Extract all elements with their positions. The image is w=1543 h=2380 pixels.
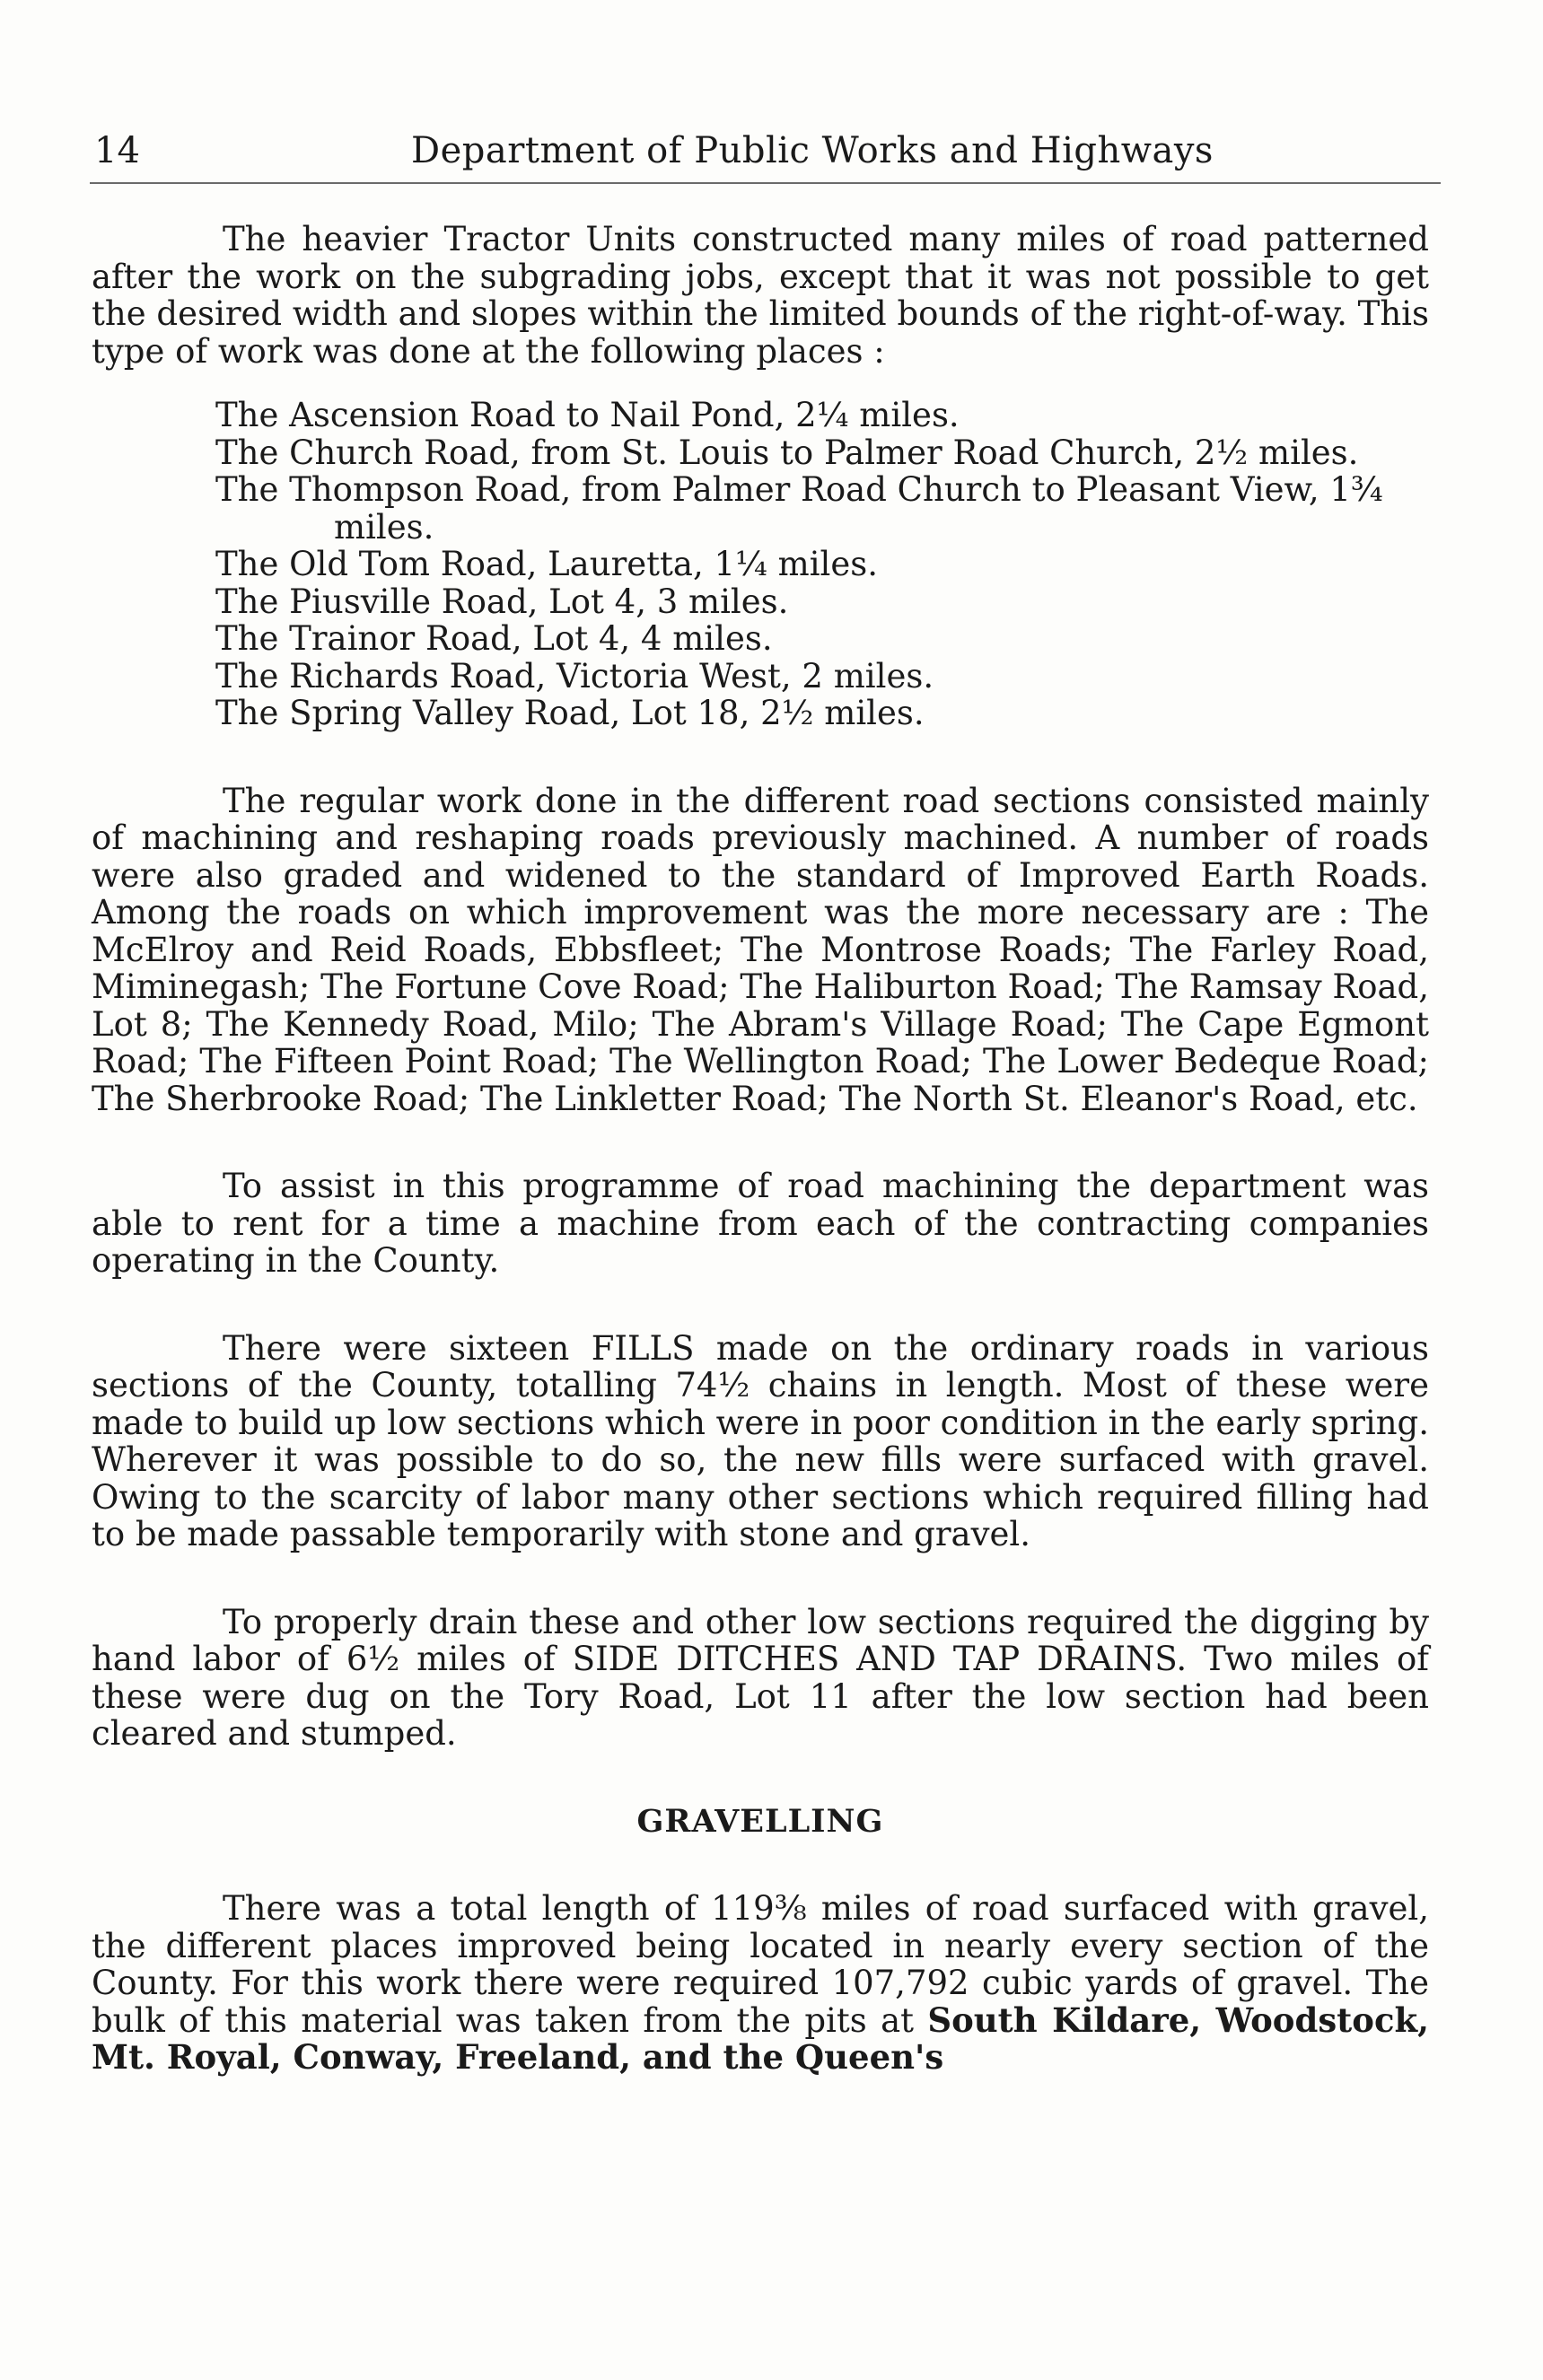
places-list bbox=[92, 397, 1429, 732]
gravelling-pit-names: South Kildare, Woodstock, Mt. Royal, Conway, Freeland, and the Queen's bbox=[92, 1999, 1429, 2077]
paragraph-machine-rental: To assist in this programme of road machining the department was able to rent for a time a machine from each of the contracting companies operating in the County. bbox=[92, 1167, 1429, 1280]
paragraph-gravelling bbox=[92, 1890, 1429, 2077]
list-item: The Ascension Road to Nail Pond, 2¼ miles. bbox=[215, 396, 960, 434]
section-heading-gravelling: GRAVELLING bbox=[636, 1802, 884, 1840]
paragraph-regular-work: The regular work done in the different road sections consisted mainly of machining and reshaping roads previously machined. A number of roads were also graded and widened to the standard of Improved Earth Roads. Among the roads on which improvement was the more necessary are : The McElroy and Reid Roads, Ebbsfleet; The Montrose Roads; The Farley Road, Miminegash; The Fortune Cove Road; The Haliburton Road; The Ramsay Road, Lot 8; The Kennedy Road, Milo; The Abram's Village Road; The Cape Egmont Road; The Fifteen Point Road; The Wellington Road; The Lower Bedeque Road; The Sherbrooke Road; The Linkletter Road; The North St. Eleanor's Road, etc. bbox=[92, 781, 1429, 1118]
list-item: The Old Tom Road, Lauretta, 1¼ miles. bbox=[215, 545, 879, 583]
page-number: 14 bbox=[94, 130, 140, 171]
page-body bbox=[92, 221, 1429, 2077]
paragraph-fills: There were sixteen FILLS made on the ordinary roads in various sections of the County, totalling 74½ chains in length. Most of these were made to build up low sections which were in poor condition in the early spring. Wherever it was possible to do so, the new fills were surfaced with gravel. Owing to the scarcity of labor many other sections which required filling had to be made passable temporarily with stone and gravel. bbox=[92, 1328, 1429, 1553]
paragraph-drains: To properly drain these and other low sections required the digging by hand labor of 6½ miles of SIDE DITCHES AND TAP DRAINS. Two miles of these were dug on the Tory Road, Lot 11 after the low section had been cleared and stumped. bbox=[92, 1602, 1429, 1753]
gravelling-text: There was a total length of 119⅜ miles of road surfaced with gravel, the different places improved being located in nearly every section of the County. For this work there were required 107,792 cubic yards of gravel. The bulk of this material was taken from the pits at bbox=[92, 1889, 1429, 2040]
list-item: The Piusville Road, Lot 4, 3 miles. bbox=[215, 582, 789, 621]
list-item: The Richards Road, Victoria West, 2 miles. bbox=[215, 656, 934, 696]
running-title: Department of Public Works and Highways bbox=[411, 130, 1214, 171]
list-item: The Trainor Road, Lot 4, 4 miles. bbox=[215, 619, 773, 658]
list-item: The Church Road, from St. Louis to Palmer Road Church, 2½ miles. bbox=[215, 433, 1359, 472]
list-item: The Spring Valley Road, Lot 18, 2½ miles. bbox=[215, 694, 925, 732]
list-item: The Thompson Road, from Palmer Road Church to Pleasant View, 1¾ miles. bbox=[215, 470, 1383, 547]
paragraph-tractor-units: The heavier Tractor Units constructed many miles of road patterned after the work on the subgrading jobs, except that it was not possible to get the desired width and slopes within the limited bounds of the right-of-way. This type of work was done at the following places : bbox=[92, 220, 1429, 371]
page-header bbox=[94, 126, 1439, 176]
header-rule bbox=[90, 182, 1441, 184]
